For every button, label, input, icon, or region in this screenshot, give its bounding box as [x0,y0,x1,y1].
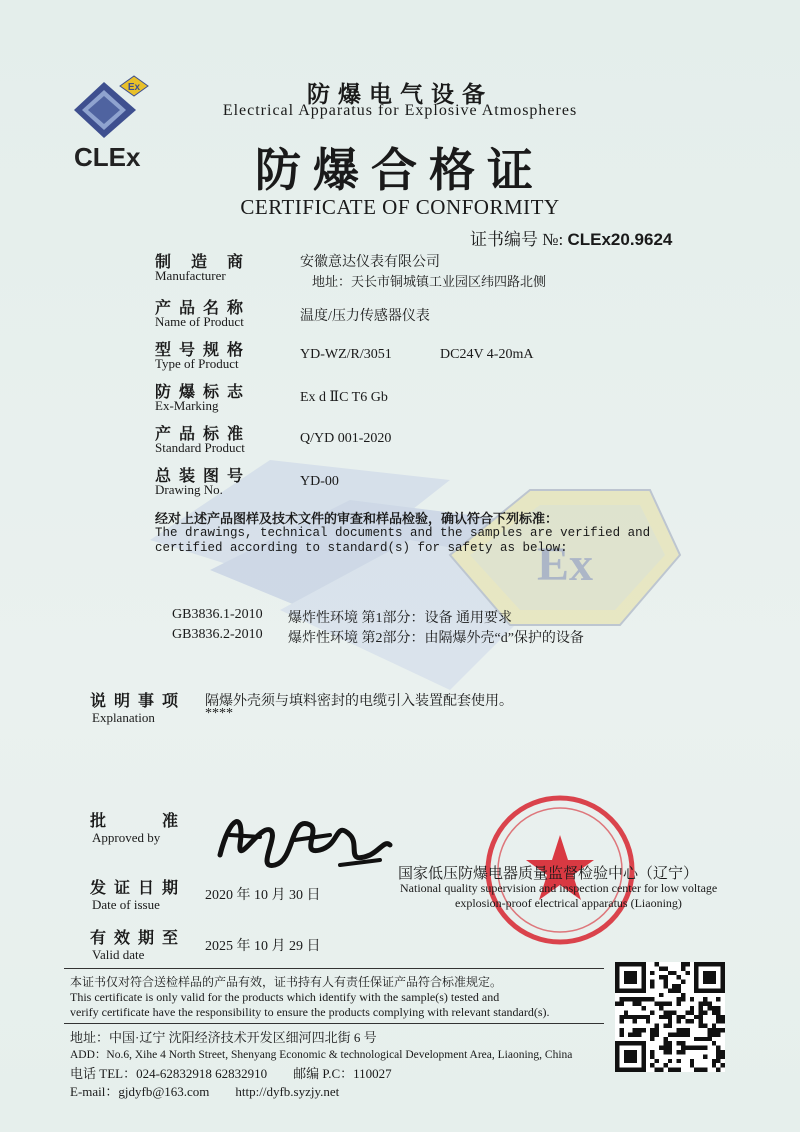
ex-marking-value: Ex d ⅡC T6 Gb [300,390,388,405]
product-name-label-en: Name of Product [155,314,244,329]
explanation-extra: **** [205,706,233,721]
product-name-value: 温度/压力传感器仪表 [300,309,430,324]
manufacturer-value: 安徽意达仪表有限公司 [300,255,440,270]
product-name-label: 产 品 名 称 [155,300,246,317]
qr-code [610,962,730,1072]
category-cn: 防爆电气设备 [307,82,493,107]
issue-date-label: 发 证 日 期 [90,880,181,897]
explanation-label-en: Explanation [92,710,155,725]
verification-en-1: The drawings, technical documents and the samples are verified and [155,526,651,540]
drawing-label-en: Drawing No. [155,482,223,497]
notice-cn: 本证书仅对符合送检样品的产品有效，证书持有人有责任保证产品符合标准规定。 [70,975,503,989]
cert-no-value: CLEx20.9624 [567,230,673,249]
contact-email: E-mail：gjdyfb@163.com http://dyfb.syzjy.net [70,1084,340,1099]
standard-label-en: Standard Product [155,440,245,455]
notice-en-1: This certificate is only valid for the products which identify with the sample(s) tested and [70,990,500,1004]
verification-en-2: certified according to standard(s) for safety as below: [155,541,568,555]
signature [200,795,400,885]
standard-code-2: GB3836.2-2010 [172,627,263,642]
approved-label-en: Approved by [92,830,161,845]
notice-en-2: verify certificate have the responsibility to ensure the products complying with relevant standard(s). [70,1005,550,1019]
watermark-text: Ex [536,538,594,591]
standard-value: Q/YD 001-2020 [300,431,392,446]
ex-marking-label: 防 爆 标 志 [155,384,246,401]
manufacturer-label: 制 造 商 [155,254,246,271]
authority-name-en-2: explosion-proof electrical apparatus (Liaoning) [455,896,682,910]
footer-rule-bottom [64,1023,604,1024]
contact-address-en: ADD：No.6, Xihe 4 North Street, Shenyang Economic & technological Development Area, Liaoning, China [70,1049,573,1061]
product-type-label: 型 号 规 格 [155,342,246,359]
product-type-value: YD-WZ/R/3051 [300,347,392,362]
explanation-value: 隔爆外壳须与填料密封的电缆引入装置配套使用。 [205,694,513,709]
authority-name-cn: 国家低压防爆电器质量监督检验中心（辽宁） [398,866,699,882]
issue-date-value: 2020 年 10 月 30 日 [205,888,321,903]
logo-text: CLEx [74,142,141,172]
footer-rule-top [64,968,604,969]
page-title-en: CERTIFICATE OF CONFORMITY [240,195,560,219]
ex-marking-label-en: Ex-Marking [155,398,219,413]
contact-phone: 电话 TEL：024-62832918 62832910 邮编 P.C：110027 [70,1066,392,1081]
explanation-label: 说 明 事 项 [90,693,181,710]
issue-date-label-en: Date of issue [92,897,160,912]
drawing-value: YD-00 [300,474,339,489]
standard-desc-1: 爆炸性环境 第1部分：设备 通用要求 [288,611,512,626]
certificate-number [470,225,672,250]
page-title: 防爆合格证 [255,143,545,197]
valid-date-label-en: Valid date [92,947,145,962]
product-type-label-en: Type of Product [155,356,239,371]
authority-name-en-1: National quality supervision and inspection center for low voltage [400,881,718,895]
valid-date-value: 2025 年 10 月 29 日 [205,939,321,954]
verification-cn: 经对上述产品图样及技术文件的审查和样品检验，确认符合下列标准： [155,511,559,526]
valid-date-label: 有 效 期 至 [90,930,181,947]
contact-address-cn: 地址：中国·辽宁 沈阳经济技术开发区细河四北街 6 号 [70,1030,377,1045]
cert-no-label: 证书编号 №: [470,230,564,249]
drawing-label: 总 装 图 号 [155,468,246,485]
product-type-value-2: DC24V 4-20mA [440,347,534,362]
standard-code-1: GB3836.1-2010 [172,607,263,622]
approved-label: 批 准 [90,813,181,830]
logo-badge: Ex [127,82,141,93]
standard-desc-2: 爆炸性环境 第2部分：由隔爆外壳“d”保护的设备 [288,631,584,646]
manufacturer-address: 地址：天长市铜城镇工业园区纬四路北侧 [312,274,547,289]
manufacturer-label-en: Manufacturer [155,268,226,283]
watermark-graphic [150,460,690,710]
standard-label: 产 品 标 准 [155,426,246,443]
category-en: Electrical Apparatus for Explosive Atmospheres [222,102,578,119]
